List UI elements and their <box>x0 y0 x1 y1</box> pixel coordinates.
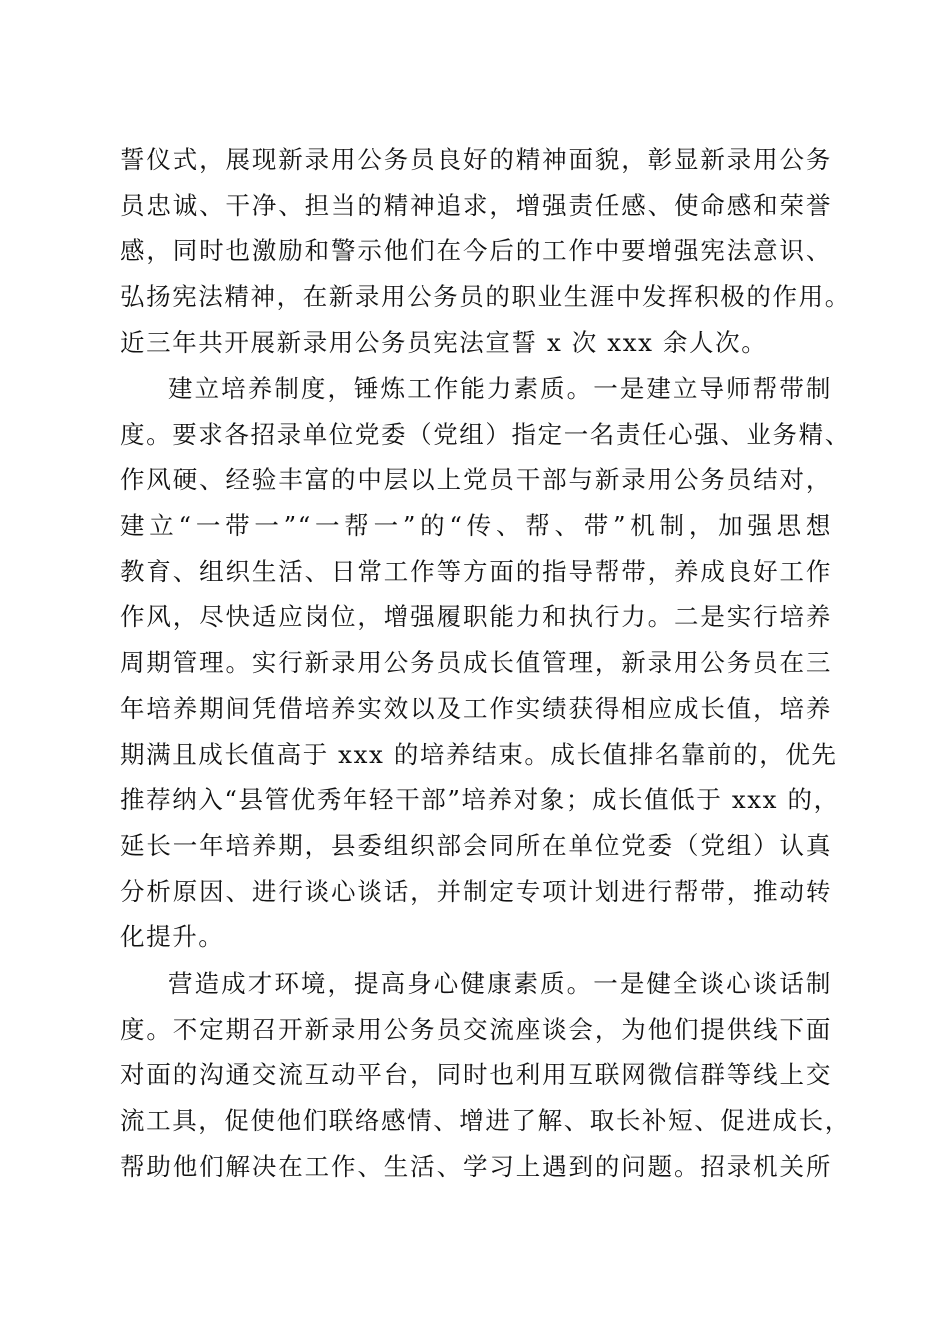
paragraph-line: 感，同时也激励和警示他们在今后的工作中要增强宪法意识、 <box>120 236 832 266</box>
paragraph-2 <box>120 366 851 960</box>
paragraph-line: 期满且成长值高于 xxx 的培养结束。成长值排名靠前的，优先 <box>120 739 838 769</box>
paragraph-1 <box>120 137 851 365</box>
paragraph-line: 对面的沟通交流互动平台，同时也利用互联网微信群等线上交 <box>120 1060 832 1090</box>
paragraph-line: 流工具，促使他们联络感情、增进了解、取长补短、促进成长， <box>120 1106 851 1136</box>
paragraph-line: 作风，尽快适应岗位，增强履职能力和执行力。二是实行培养 <box>120 602 832 632</box>
paragraph-line: 化提升。 <box>120 922 225 952</box>
paragraph-line: 年培养期间凭借培养实效以及工作实绩获得相应成长值，培养 <box>120 693 832 723</box>
paragraph-line: 分析原因、进行谈心谈话，并制定专项计划进行帮带，推动转 <box>120 876 832 906</box>
paragraph-line: 推荐纳入“县管优秀年轻干部”培养对象；成长值低于 xxx 的， <box>120 785 840 815</box>
paragraph-line: 营造成才环境，提高身心健康素质。一是健全谈心谈话制 <box>168 969 832 998</box>
paragraph-line: 建立“一带一”“一帮一”的“传、帮、带”机制，加强思想 <box>120 511 832 541</box>
paragraph-line: 延长一年培养期，县委组织部会同所在单位党委（党组）认真 <box>120 830 832 860</box>
paragraph-line: 建立培养制度，锤炼工作能力素质。一是建立导师帮带制 <box>168 374 832 403</box>
paragraph-line: 度。不定期召开新录用公务员交流座谈会，为他们提供线下面 <box>120 1014 832 1044</box>
paragraph-line: 教育、组织生活、日常工作等方面的指导帮带，养成良好工作 <box>120 556 832 586</box>
paragraph-line: 帮助他们解决在工作、生活、学习上遇到的问题。招录机关所 <box>120 1151 832 1181</box>
paragraph-line: 作风硬、经验丰富的中层以上党员干部与新录用公务员结对， <box>120 465 832 495</box>
paragraph-line: 近三年共开展新录用公务员宪法宣誓 x 次 xxx 余人次。 <box>120 327 768 357</box>
paragraph-line: 员忠诚、干净、担当的精神追求，增强责任感、使命感和荣誉 <box>120 190 832 220</box>
paragraph-line: 周期管理。实行新录用公务员成长值管理，新录用公务员在三 <box>120 648 832 678</box>
paragraph-line: 誓仪式，展现新录用公务员良好的精神面貌，彰显新录用公务 <box>120 145 832 174</box>
paragraph-line: 弘扬宪法精神，在新录用公务员的职业生涯中发挥积极的作用。 <box>120 282 851 312</box>
paragraph-line: 度。要求各招录单位党委（党组）指定一名责任心强、业务精、 <box>120 419 851 449</box>
paragraph-3 <box>120 961 851 1189</box>
